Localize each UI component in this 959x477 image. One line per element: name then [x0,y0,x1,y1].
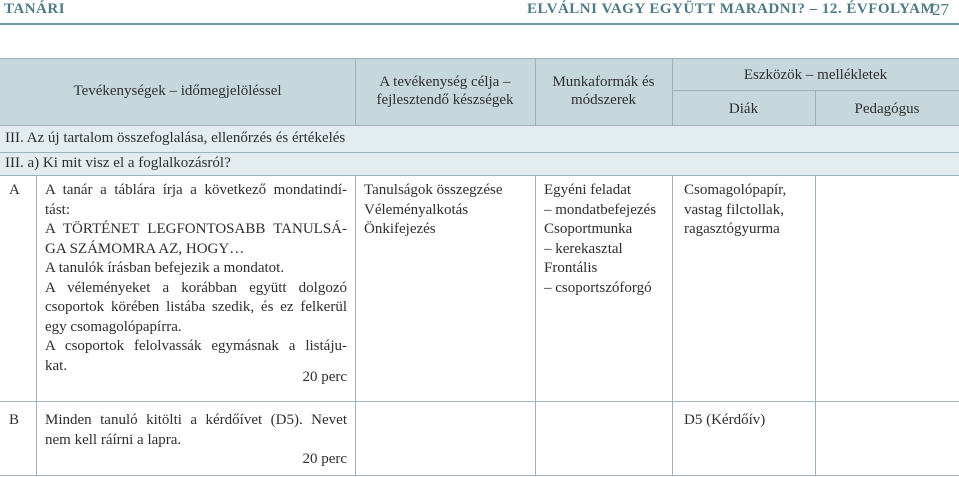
method-item: – csoportszóforgó [544,279,652,296]
goal-item: Véleményalkotás [364,201,469,218]
method-item: Frontális [544,260,598,276]
column-header-methods-line: Munkaformák és [552,74,655,90]
table-rule [0,125,959,126]
column-header-student-tools: Diák [728,101,759,117]
column-header-activities: Tevékenységek – időmegjelöléssel [73,83,282,99]
column-header-methods [535,73,672,109]
header-label: TANÁRI [4,1,66,17]
page-header [0,0,959,22]
activity-line: A tanár a táblára írja a következő mondatindí- [45,182,347,198]
activity-line: A csoportok felolvassák egymásnak a listáju- [45,338,347,354]
subsection-title: III. a) Ki mit visz el a foglalkozásról? [5,155,231,171]
header-title: ELVÁLNI VAGY EGYÜTT MARADNI? – 12. ÉVFOLYAM [527,1,936,17]
row-id: A [9,182,20,198]
method-item: Egyéni feladat [544,182,632,198]
goal-item: Önkifejezés [364,221,436,237]
table-rule [0,152,959,153]
activity-time: 20 perc [302,369,347,385]
activity-time: 20 perc [302,451,347,467]
student-tool-item: vastag filctollak, [684,201,784,218]
activity-line: A tanulók írásban befejezik a mondatot. [45,260,285,276]
column-header-methods-line: módszerek [571,92,636,108]
activity-cell [45,181,347,376]
student-tool-item: D5 (Kérdőív) [684,412,766,428]
activity-line: nem kell ráírni a lapra. [45,431,182,448]
table-rule [0,58,959,59]
section-title: III. Az új tartalom összefoglalása, ellenőrzés és értékelés [5,130,346,146]
activity-line: egy csomagolópapírra. [45,318,182,335]
goal-item: Tanulságok összegzése [364,182,503,198]
method-item: – mondatbefejezés [544,201,657,218]
activity-line: A TÖRTÉNET LEGFONTOSABB TANULSÁ- [45,221,347,237]
student-tool-item: Csomagolópapír, [684,182,787,198]
student-tools-cell [684,411,812,431]
activity-line: GA SZÁMOMRA AZ, HOGY… [45,240,245,257]
activity-line: Minden tanuló kitölti a kérdőívet (D5). Nevet [45,412,347,428]
table-rule [672,175,673,475]
activity-line: kat. [45,357,68,374]
table-rule [815,175,816,475]
activity-line: tást: [45,201,70,218]
table-rule [36,175,37,475]
method-item: – kerekasztal [544,240,623,257]
header-rule [0,23,959,25]
column-header-goal-line: fejlesztendő készségek [376,92,514,108]
student-tools-cell [684,181,812,240]
method-item: Csoportmunka [544,221,633,237]
student-tool-item: ragasztógyurma [684,221,780,237]
activity-line: A véleményeket a korábban együtt dolgozó [45,279,347,296]
page-number: 27 [932,0,949,19]
goals-cell [364,181,532,240]
activity-cell [45,411,347,450]
column-header-teacher-tools: Pedagógus [854,101,920,117]
column-header-goal [355,73,535,109]
activity-line: csoportok körében listába szedik, és ez felkerül [45,299,347,315]
row-id: B [9,412,20,428]
table-rule [0,475,959,476]
table-rule [355,175,356,475]
table-rule [535,175,536,475]
column-header-goal-line: A tevékenység célja – [379,74,511,90]
methods-cell [544,181,669,298]
column-header-tools: Eszközök – mellékletek [743,67,888,83]
